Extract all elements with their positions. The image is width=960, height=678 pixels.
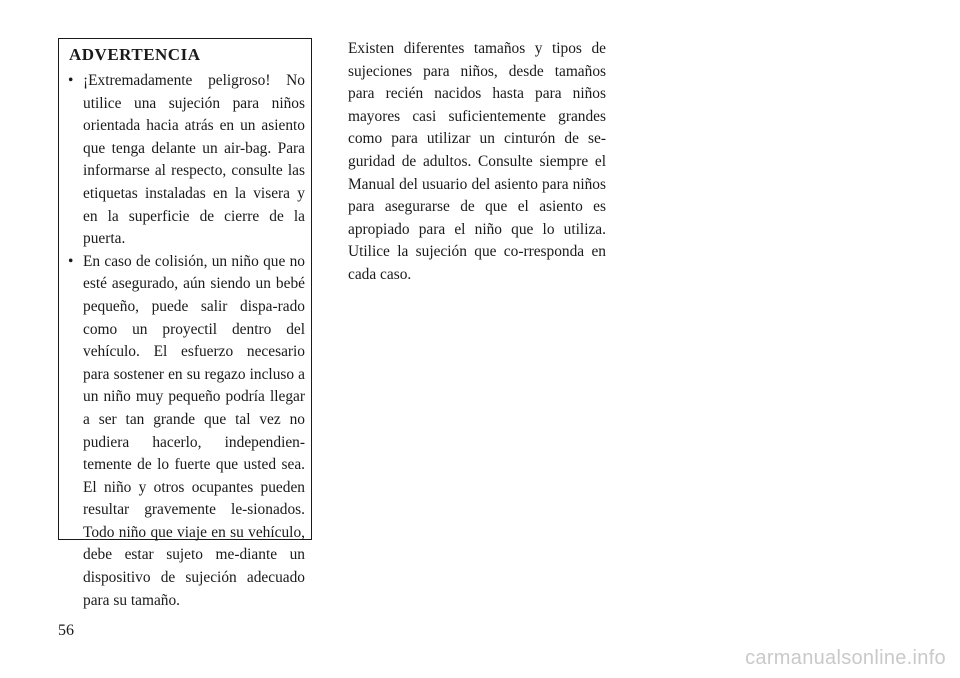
warning-list (67, 70, 305, 612)
bullet-icon: • (68, 252, 74, 270)
bullet-icon: • (68, 72, 74, 89)
body-paragraph: Existen diferentes tamaños y tipos de sujeciones para niños, desde tamaños para recién nacidos hasta para niños mayores casi suficientemente grandes como para utilizar un cinturón de se-guridad de adultos. Consulte siempre el Manual del usuario del asiento para niños para asegurarse de que el asiento es apropiado para el niño que lo utiliza. Utilice la sujeción que co-rresponda en cada caso. (348, 40, 606, 283)
warning-item-text: En caso de colisión, un niño que no esté asegurado, aún siendo un bebé pequeño, puede salir dispa-rado como un proyectil dentro del vehículo. El esfuerzo necesario para sostener en su regazo incluso a un niño muy pequeño podría llegar a ser tan grande que tal vez no pudiera hacerlo, independien-temente de lo fuerte que usted sea. El niño y otros ocupantes pueden resultar gravemente le-sionados. Todo niño que viaje en su vehículo, debe estar sujeto me-diante un dispositivo de sujeción adecuado para su tamaño. (83, 252, 305, 609)
warning-item-collision (67, 251, 305, 613)
watermark: carmanualsonline.info (745, 647, 946, 669)
page-number: 56 (58, 622, 74, 639)
warning-box (58, 38, 312, 609)
warning-item-airbag (67, 70, 305, 251)
warning-title: ADVERTENCIA (69, 45, 201, 64)
warning-item-text: ¡Extremadamente peligroso! No utilice una sujeción para niños orientada hacia atrás en un asiento que tenga delante un air-bag. Para informarse al respecto, consulte las etiquetas instaladas en la visera y en la superficie de cierre de la puerta. (83, 72, 305, 248)
